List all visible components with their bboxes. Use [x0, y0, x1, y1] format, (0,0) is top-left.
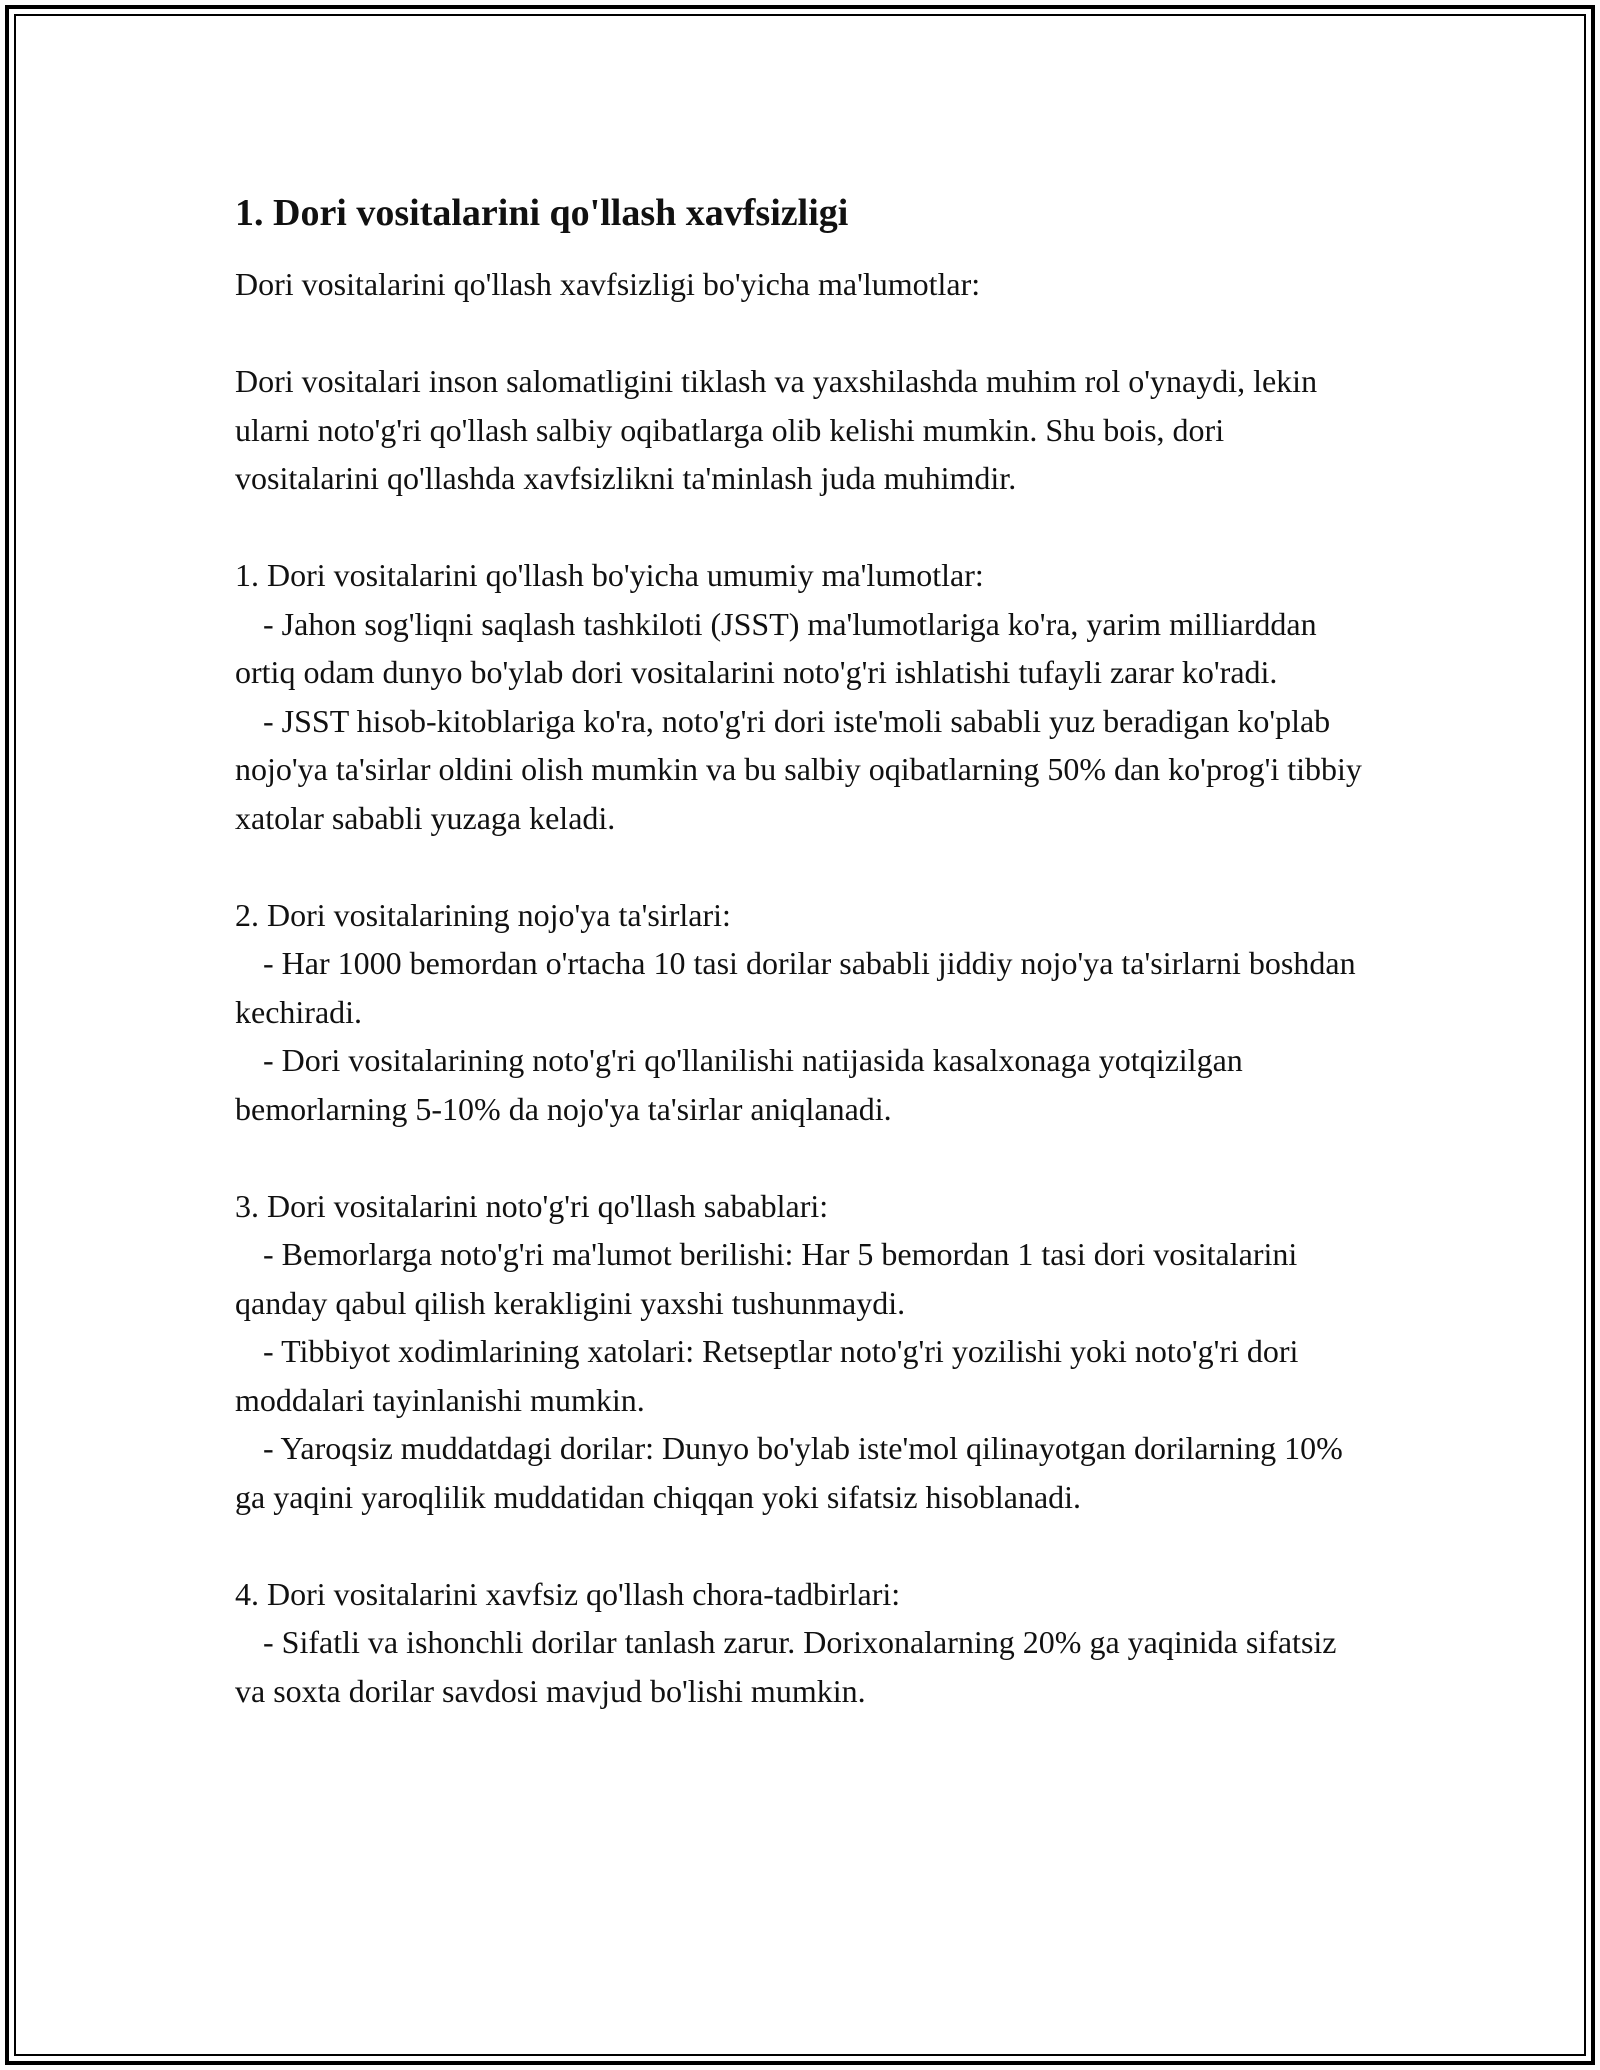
- section-item: [235, 600, 1365, 697]
- section-1: [235, 551, 1370, 842]
- intro-paragraph: Dori vositalari inson salomatligini tiklash va yaxshilashda muhim rol o'ynaydi, lekin ularni noto'g'ri qo'llash salbiy oqibatlarga olib kelishi mumkin. Shu bois, dori vositalarini qo'llashda xavfsizlikni ta'minlash juda muhimdir.: [235, 363, 1326, 496]
- section-2: [235, 891, 1365, 1134]
- document-title: 1. Dori vositalarini qo'llash xavfsizligi: [235, 192, 849, 234]
- section-item-text: - Har 1000 bemordan o'rtacha 10 tasi dorilar sababli jiddiy nojo'ya ta'sirlarni boshdan kechiradi.: [235, 945, 1364, 1030]
- section-item: [235, 1327, 1365, 1424]
- section-heading: 2. Dori vositalarining nojo'ya ta'sirlari:: [235, 896, 731, 933]
- section-item: [235, 939, 1365, 1036]
- intro-text: Dori vositalarini qo'llash xavfsizligi bo'yicha ma'lumotlar:: [235, 266, 981, 302]
- spacer: [235, 1521, 1365, 1570]
- section-item-text: - Yaroqsiz muddatdagi dorilar: Dunyo bo'ylab iste'mol qilinayotgan dorilarning 10% ga yaqini yaroqlilik muddatidan chiqqan yoki sifatsiz hisoblanadi.: [235, 1430, 1351, 1515]
- spacer: [235, 1133, 1365, 1182]
- section-item-text: - Dori vositalarining noto'g'ri qo'llanilishi natijasida kasalxonaga yotqizilgan bemorlarning 5-10% da nojo'ya ta'sirlar aniqlanadi.: [235, 1042, 1251, 1127]
- section-3: [235, 1182, 1365, 1522]
- section-item: [235, 1618, 1365, 1715]
- spacer: [235, 309, 1365, 358]
- section-item-text: - Bemorlarga noto'g'ri ma'lumot berilishi: Har 5 bemordan 1 tasi dori vositalarini qanday qabul qilish kerakligini yaxshi tushunmaydi.: [235, 1236, 1306, 1321]
- section-item-text: - Sifatli va ishonchli dorilar tanlash zarur. Dorixonalarning 20% ga yaqinida sifatsiz va soxta dorilar savdosi mavjud bo'lishi mumkin.: [235, 1624, 1345, 1709]
- section-item-text: - Tibbiyot xodimlarining xatolari: Retseptlar noto'g'ri yozilishi yoki noto'g'ri dori moddalari tayinlanishi mumkin.: [235, 1333, 1307, 1418]
- section-4: [235, 1570, 1365, 1716]
- section-heading: 1. Dori vositalarini qo'llash bo'yicha umumiy ma'lumotlar:: [235, 557, 984, 593]
- section-item: [235, 697, 1370, 843]
- section-heading: 4. Dori vositalarini xavfsiz qo'llash chora-tadbirlari:: [235, 1575, 901, 1612]
- section-item: [235, 1230, 1365, 1327]
- section-item-text: - JSST hisob-kitoblariga ko'ra, noto'g'ri dori iste'moli sababli yuz beradigan ko'plab nojo'ya ta'sirlar oldini olish mumkin va bu salbiy oqibatlarning 50% dan ko'prog'i tibbiy xatolar sababli yuzaga keladi.: [235, 702, 1370, 836]
- section-heading: 3. Dori vositalarini noto'g'ri qo'llash sabablari:: [235, 1187, 829, 1224]
- document-body: [235, 188, 1370, 1715]
- spacer: [235, 842, 1365, 891]
- section-item: [235, 1424, 1365, 1521]
- section-item: [235, 1036, 1365, 1133]
- section-item-text: - Jahon sog'liqni saqlash tashkiloti (JSST) ma'lumotlariga ko'ra, yarim milliarddan ortiq odam dunyo bo'ylab dori vositalarini noto'g'ri ishlatishi tufayli zarar ko'radi.: [235, 605, 1325, 690]
- spacer: [235, 503, 1365, 552]
